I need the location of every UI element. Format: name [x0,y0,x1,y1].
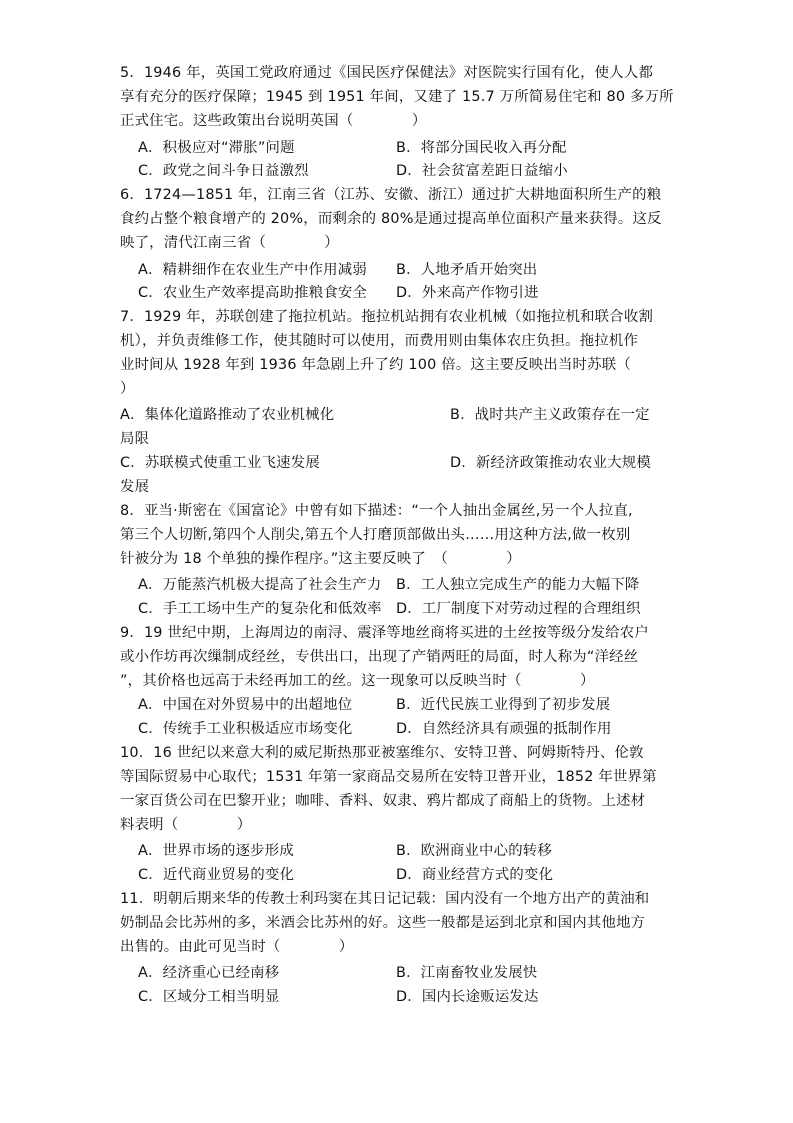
q6-stem-line-1: 6．1724—1851 年，江南三省（江苏、安徽、浙江）通过扩大耕地面积所生产的粮 [120,187,662,203]
q8-stem-line-2: 第三个人切断,第四个人削尖,第五个人打磨顶部做出头……用这种方法,做一枚别 [120,527,631,543]
q8-stem-line-1: 8．亚当·斯密在《国富论》中曾有如下描述：“一个人抽出金属丝,另一个人拉直, [120,503,633,519]
q7-stem-line-3: 业时间从 1928 年到 1936 年急剧上升了约 100 倍。这主要反映出当时苏联（ [120,357,631,373]
q11-stem-line-1: 11．明朝后期来华的传教士利玛窦在其日记记载：国内没有一个地方出产的黄油和 [120,891,650,907]
q5-option-a: A．积极应对“滞胀”问题 [138,140,295,156]
q10-stem-line-1: 10．16 世纪以来意大利的威尼斯热那亚被塞维尔、安特卫普、阿姆斯特丹、伦敦 [120,745,644,761]
q5-stem-line-1: 5．1946 年，英国工党政府通过《国民医疗保健法》对医院实行国有化，使人人都 [120,65,654,81]
q11-stem-line-3: 出售的。由此可见当时（ ） [120,939,354,955]
q7-option-b-line-2: 局限 [120,431,150,447]
q11-stem-line-2: 奶制品会比苏州的多，米酒会比苏州的好。这些一般都是运到北京和国内其他地方 [120,915,646,931]
q8-option-d: D．工厂制度下对劳动过程的合理组织 [396,601,641,617]
q10-option-a: A．世界市场的逐步形成 [138,843,294,859]
q8-stem-line-3: 针被分为 18 个单独的操作程序。”这主要反映了 （ ） [120,551,521,567]
q9-option-c: C．传统手工业积极适应市场变化 [138,721,353,737]
q7-option-d-line-2: 发展 [120,479,150,495]
q11-option-a: A．经济重心已经南移 [138,965,280,981]
q8-option-c: C．手工工场中生产的复杂化和低效率 [138,601,382,617]
q7-stem-line-4: ） [120,381,135,397]
q6-option-a: A．精耕细作在农业生产中作用减弱 [138,262,367,278]
q9-stem-line-2: 或小作坊再次缫制成经丝，专供出口，出现了产销两旺的局面，时人称为“洋经丝 [120,649,639,665]
q5-stem-line-2: 享有充分的医疗保障；1945 到 1951 年间，又建了 15.7 万所简易住宅和 80 多万所 [120,89,674,105]
q10-stem-line-4: 料表明（ ） [120,817,252,833]
q7-option-b-line-1: B．战时共产主义政策存在一定 [450,407,650,423]
q6-option-b: B．人地矛盾开始突出 [396,262,538,278]
q7-option-c: C．苏联模式使重工业飞速发展 [120,455,320,471]
q10-stem-line-2: 等国际贸易中心取代；1531 年第一家商品交易所在安特卫普开业，1852 年世界第 [120,769,657,785]
q9-option-b: B．近代民族工业得到了初步发展 [396,697,611,713]
q10-option-c: C．近代商业贸易的变化 [138,867,295,883]
q9-stem-line-3: ”，其价格也远高于未经再加工的丝。这一现象可以反映当时（ ） [120,673,595,689]
q5-option-d: D．社会贫富差距日益缩小 [396,163,568,179]
q9-option-a: A．中国在对外贸易中的出超地位 [138,697,353,713]
q5-option-c: C．政党之间斗争日益激烈 [138,163,309,179]
q10-stem-line-3: 一家百货公司在巴黎开业；咖啡、香料、奴隶、鸦片都成了商船上的货物。上述材 [120,793,646,809]
q11-option-d: D．国内长途贩运发达 [396,989,539,1005]
q6-stem-line-3: 映了，清代江南三省（ ） [120,235,339,251]
q6-option-d: D．外来高产作物引进 [396,285,539,301]
q7-stem-line-1: 7．1929 年，苏联创建了拖拉机站。拖拉机站拥有农业机械（如拖拉机和联合收割 [120,309,654,325]
q5-option-b: B．将部分国民收入再分配 [396,140,567,156]
q11-option-b: B．江南畜牧业发展快 [396,965,538,981]
q6-option-c: C．农业生产效率提高助推粮食安全 [138,285,368,301]
q9-option-d: D．自然经济具有顽强的抵制作用 [396,721,612,737]
q8-option-a: A．万能蒸汽机极大提高了社会生产力 [138,577,382,593]
q5-stem-line-3: 正式住宅。这些政策出台说明英国（ ） [120,113,427,129]
q11-option-c: C．区域分工相当明显 [138,989,280,1005]
q9-stem-line-1: 9．19 世纪中期，上海周边的南浔、震泽等地丝商将买进的土丝按等级分发给农户 [120,625,649,641]
q7-option-d-line-1: D．新经济政策推动农业大规模 [450,455,651,471]
q7-option-a: A．集体化道路推动了农业机械化 [120,407,335,423]
q10-option-d: D．商业经营方式的变化 [396,867,554,883]
q6-stem-line-2: 食约占整个粮食增产的 20%，而剩余的 80%是通过提高单位面积产量来获得。这反 [120,211,662,227]
q10-option-b: B．欧洲商业中心的转移 [396,843,552,859]
q8-option-b: B．工人独立完成生产的能力大幅下降 [396,577,640,593]
q7-stem-line-2: 机），并负责维修工作，使其随时可以使用，而费用则由集体农庄负担。拖拉机作 [120,333,639,349]
